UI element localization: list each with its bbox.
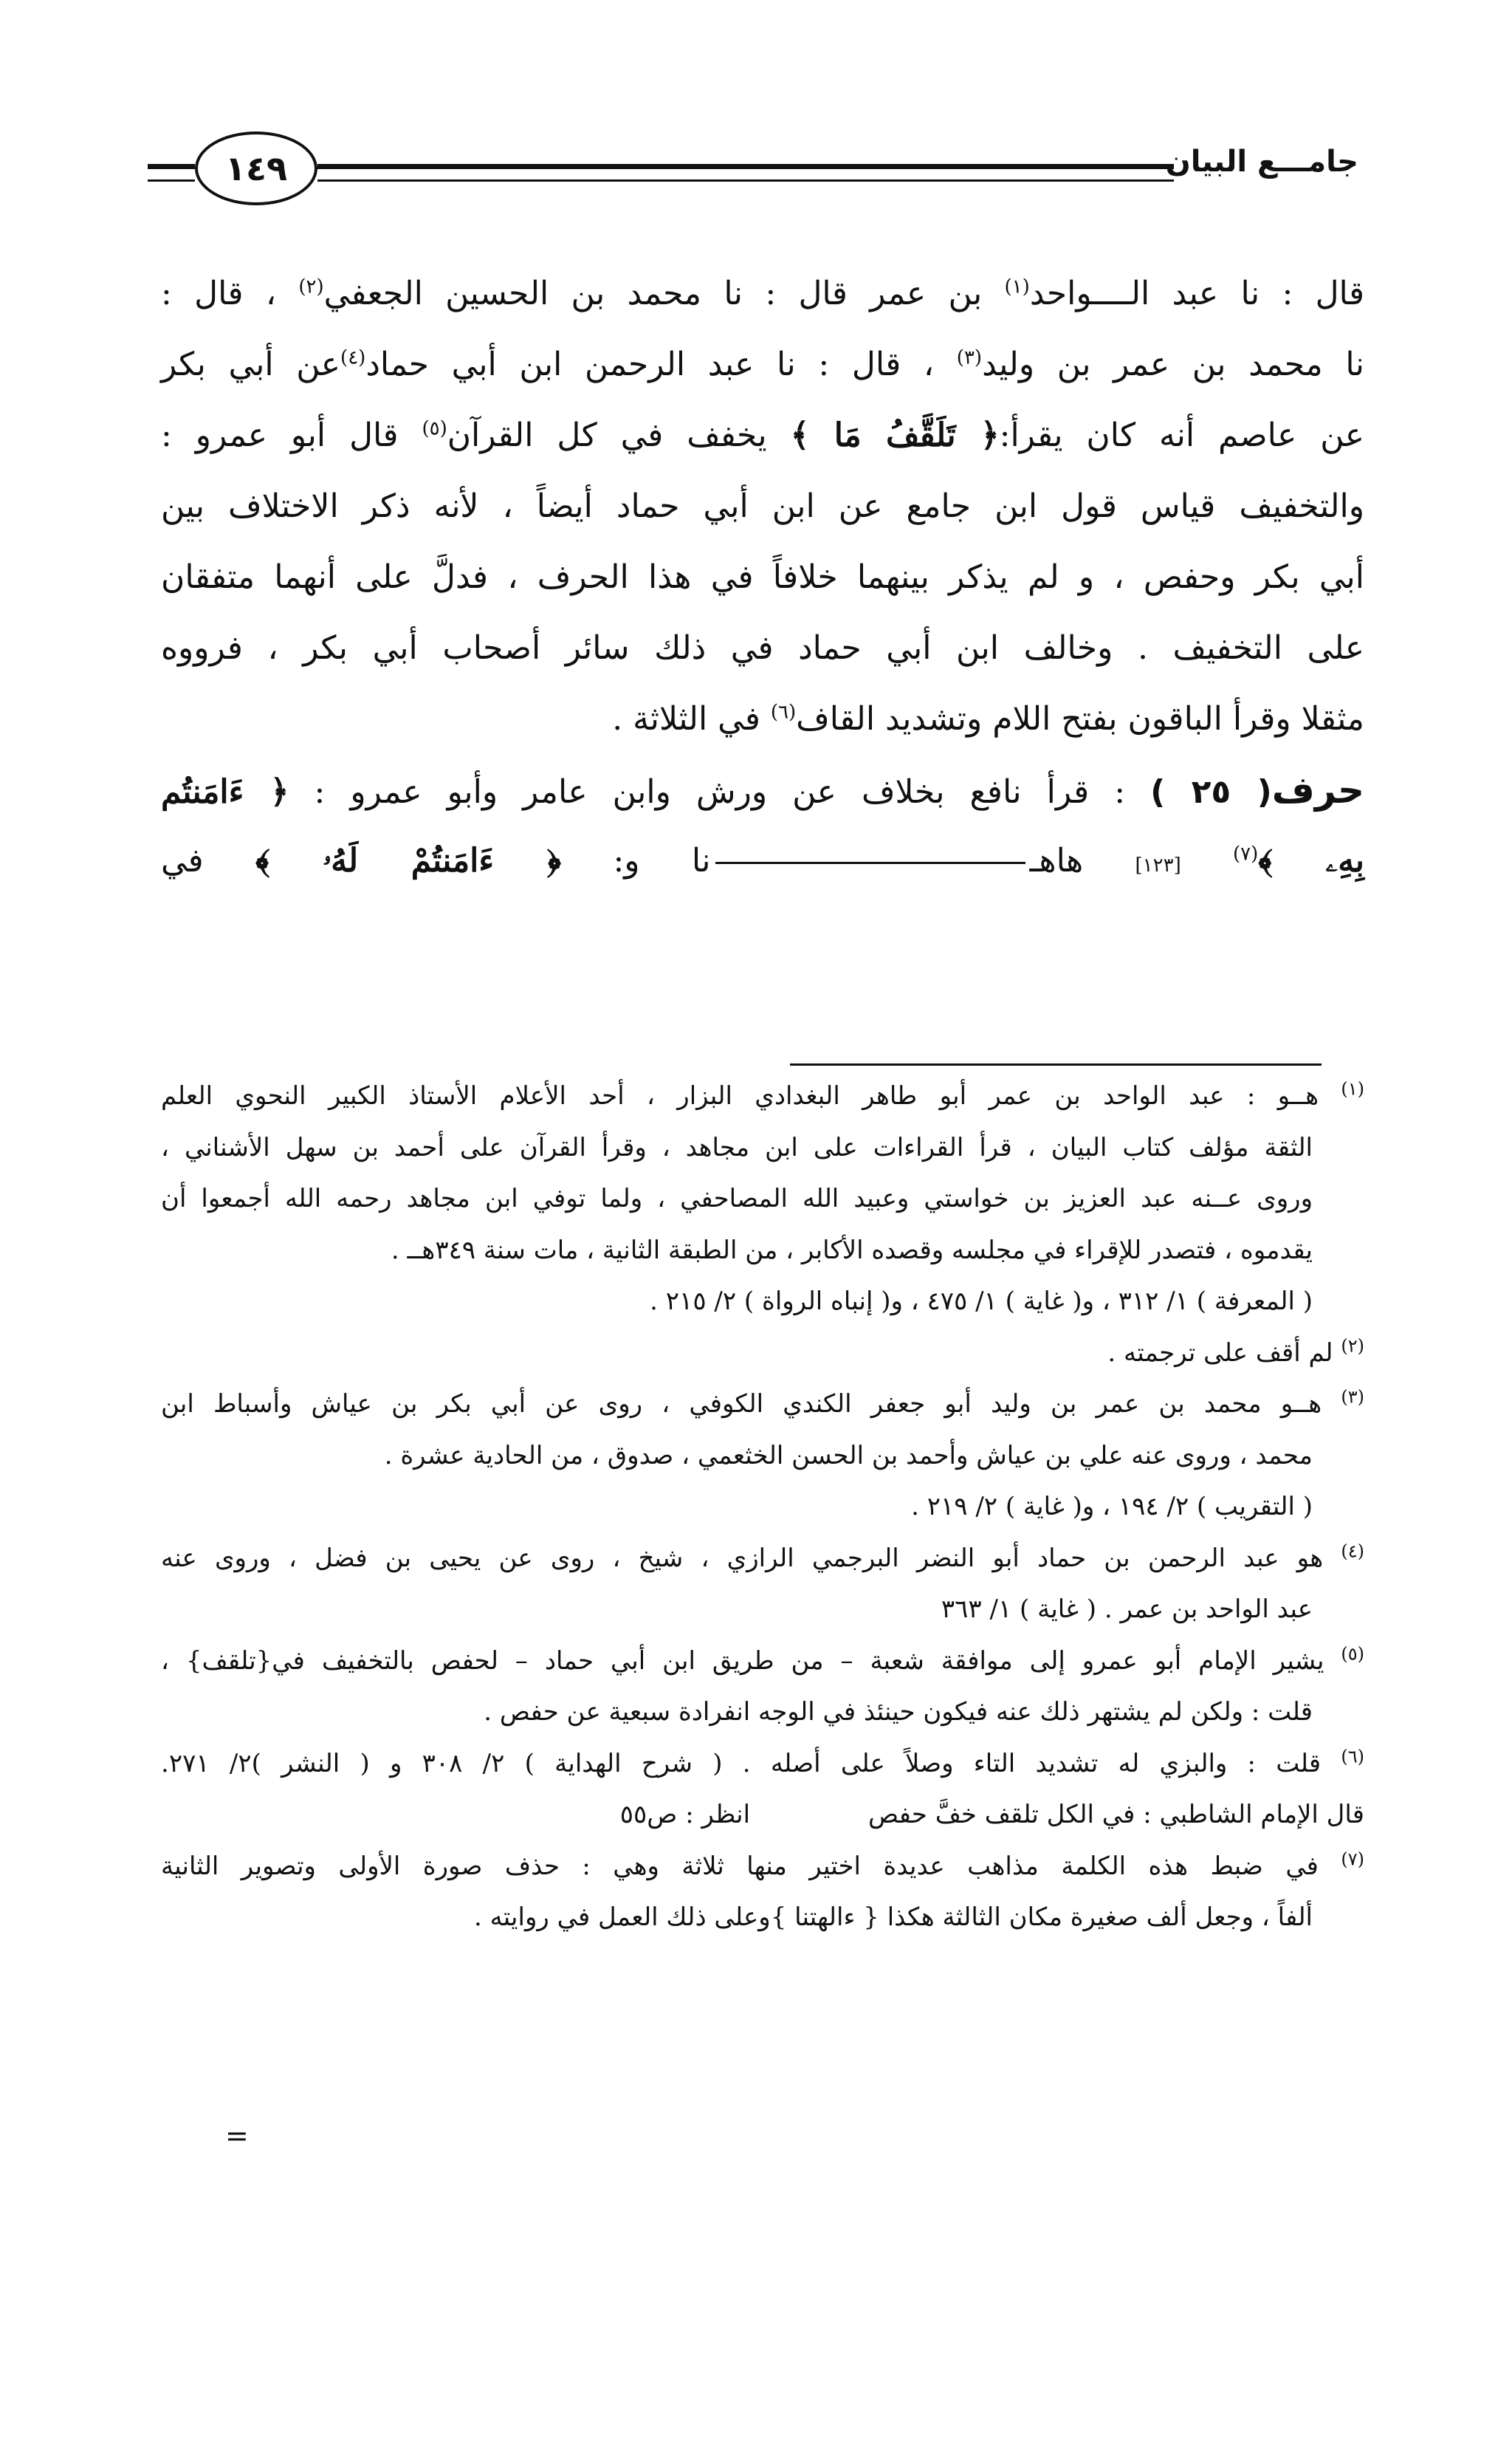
quran-quote: ﴿ ءَامَنتُمْ لَهُۥ ﴾ (255, 842, 562, 880)
main-line-5: أبي بكر وحفص ، و لم يذكر بينهما خلافاً في هذا الحرف ، فدلَّ على أنهما متفقان (161, 558, 1364, 596)
header-rule-left (148, 164, 195, 182)
footnote-number: (٢) (1341, 1335, 1364, 1357)
footnote-1-line-4: يقدموه ، فتصدر للإقراء في مجلسه وقصده الأكابر ، من الطبقة الثانية ، مات سنة ٣٤٩هــ . (391, 1235, 1313, 1265)
footnote-3-line-3: ( التقريب ) ٢/ ١٩٤ ، و( غاية ) ٢/ ٢١٩ . (911, 1492, 1313, 1521)
footnote-ref: (٧) (1233, 843, 1259, 866)
footnote-number: (٦) (1341, 1746, 1365, 1767)
quran-quote: بِهِۦ ﴾ (1258, 842, 1364, 880)
shatibi-verse: قال الإمام الشاطبي : في الكل تلقف خفَّ حفص (868, 1800, 1364, 1829)
footnote-number: (٤) (1341, 1541, 1364, 1562)
footnote-1-line-3: وروى عــنه عبد العزيز بن خواستي وعبيد الله المصاحفي ، ولما توفي ابن مجاهد رحمه الله أجمعوا أن (161, 1184, 1313, 1213)
footnotes (161, 1071, 1364, 1944)
harf-label: حرف (1271, 769, 1364, 812)
main-line-7: مثقلا وقرأ الباقون بفتح اللام وتشديد القاف$^{(٦)}$ في الثلاثة . (612, 700, 1364, 738)
main-text (161, 258, 1364, 897)
main-line-4: والتخفيف قياس قول ابن جامع عن ابن أبي حماد أيضاً ، لأنه ذكر الاختلاف بين (161, 487, 1364, 525)
footnote-6-line-2 (161, 1789, 1364, 1841)
footnote-number: (١) (1341, 1078, 1364, 1100)
footnote-4-line-2: عبد الواحد بن عمر . ( غاية ) ١/ ٣٦٣ (941, 1594, 1313, 1624)
quran-quote: ﴿ تَلَقَّفُ مَا ﴾ (790, 417, 1000, 454)
main-line-8: حرف( ٢٥ ) : قرأ نافع بخلاف عن ورش وابن عامر وأبو عمرو : ﴿ ءَامَنتُم (161, 769, 1364, 812)
see-page-note: انظر : ص٥٥ (619, 1800, 751, 1829)
footnote-ref: (٥) (422, 417, 447, 440)
footnote-6-line-1: $^{(٦)}$ قلت : والبزي له تشديد التاء وصلاً على أصله . ( شرح الهداية ) ٢/ ٣٠٨ و ( النشر )٢/ ٢٧١. (161, 1746, 1365, 1778)
harf-number: ( ٢٥ ) (1150, 773, 1272, 811)
footnote-3-line-2: محمد ، وروى عنه علي بن عياش وأحمد بن الحسن الخثعمي ، صدوق ، من الحادية عشرة . (384, 1440, 1313, 1470)
main-line-6: على التخفيف . وخالف ابن أبي حماد في ذلك سائر أصحاب أبي بكر ، فرووه (161, 629, 1364, 667)
footnote-5-line-1: $^{(٥)}$ يشير الإمام أبو عمرو إلى موافقة شعبة – من طريق ابن أبي حماد – لحفص بالتخفيف في{تلقف} ، (161, 1643, 1364, 1676)
main-line-2: نا محمد بن عمر بن وليد$^{(٣)}$ ، قال : نا عبد الرحمن ابن أبي حماد$^{(٤)}$عن أبي بكر (161, 346, 1365, 383)
footnote-ref: (١) (1004, 275, 1030, 298)
running-title: جامـــع البيان (1165, 145, 1358, 179)
footnote-1-line-1: $^{(١)}$ هــو : عبد الواحد بن عمر أبو طاهر البغدادي البزار ، أحد الأعلام الأستاذ الكبير النحوي العلم (161, 1078, 1364, 1111)
footnote-4-line-1: $^{(٤)}$ هو عبد الرحمن بن حماد أبو النضر البرجمي الرازي ، شيخ ، روى عن يحيى بن فضل ، وروى عنه (161, 1541, 1364, 1573)
footnote-number: (٣) (1341, 1386, 1365, 1408)
footnote-number: (٧) (1341, 1849, 1364, 1870)
continuation-mark: = (225, 2120, 249, 2152)
footnote-1-line-2: الثقة مؤلف كتاب البيان ، قرأ القراءات على ابن مجاهد ، وقرأ القرآن على أحمد بن سهل الأشناني ، (161, 1132, 1313, 1162)
footnote-ref: (٢) (298, 275, 324, 298)
header-rule (317, 164, 1174, 182)
footnote-5-line-2: قلت : ولكن لم يشتهر ذلك عنه فيكون حينئذ في الوجه انفرادة سبعية عن حفص . (484, 1697, 1313, 1727)
main-line-9: بِهِۦ ﴾$^{(٧)}$ [١٢٣] هاهـنا و: ﴿ ءَامَنتُمْ لَهُۥ ﴾ في (161, 842, 1364, 880)
footnote-1-line-5: ( المعرفة ) ١/ ٣١٢ ، و( غاية ) ١/ ٤٧٥ ، و( إنباه الرواة ) ٢/ ٢١٥ . (650, 1286, 1313, 1316)
footnote-number: (٥) (1341, 1643, 1364, 1665)
kashida-line (715, 862, 1025, 864)
running-header (148, 126, 1358, 214)
footnote-ref: (٤) (340, 346, 366, 369)
main-line-1: قال : نا عبد الــــواحد$^{(١)}$ بن عمر قال : نا محمد بن الحسين الجعفي$^{(٢)}$ ، قال : (161, 275, 1364, 312)
quran-quote: ﴿ ءَامَنتُم (161, 773, 289, 811)
main-line-3: عن عاصم أنه كان يقرأ:﴿ تَلَقَّفُ مَا ﴾ يخفف في كل القرآن$^{(٥)}$ قال أبو عمرو : (161, 417, 1365, 454)
footnote-ref: (٦) (770, 701, 797, 724)
page-number: ١٤٩ (195, 131, 317, 205)
footnote-2-line-1: $^{(٢)}$ لم أقف على ترجمته . (1107, 1335, 1364, 1368)
footnote-3-line-1: $^{(٣)}$ هــو محمد بن عمر بن وليد أبو جعفر الكندي الكوفي ، روى عن أبي بكر بن عياش وأسباط ابن (161, 1386, 1365, 1419)
footnote-7-line-1: $^{(٧)}$ في ضبط هذه الكلمة مذاهب عديدة اختير منها ثلاثة وهي : حذف صورة الأولى وتصوير الثانية (161, 1849, 1364, 1881)
footnote-ref: (٣) (956, 346, 983, 369)
footnote-7-line-2: ألفاً ، وجعل ألف صغيرة مكان الثالثة هكذا { ءالهتنا }وعلى ذلك العمل في روايته . (473, 1902, 1313, 1932)
manuscript-folio-ref: [١٢٣] (1135, 854, 1181, 877)
footnote-separator (790, 1063, 1322, 1066)
